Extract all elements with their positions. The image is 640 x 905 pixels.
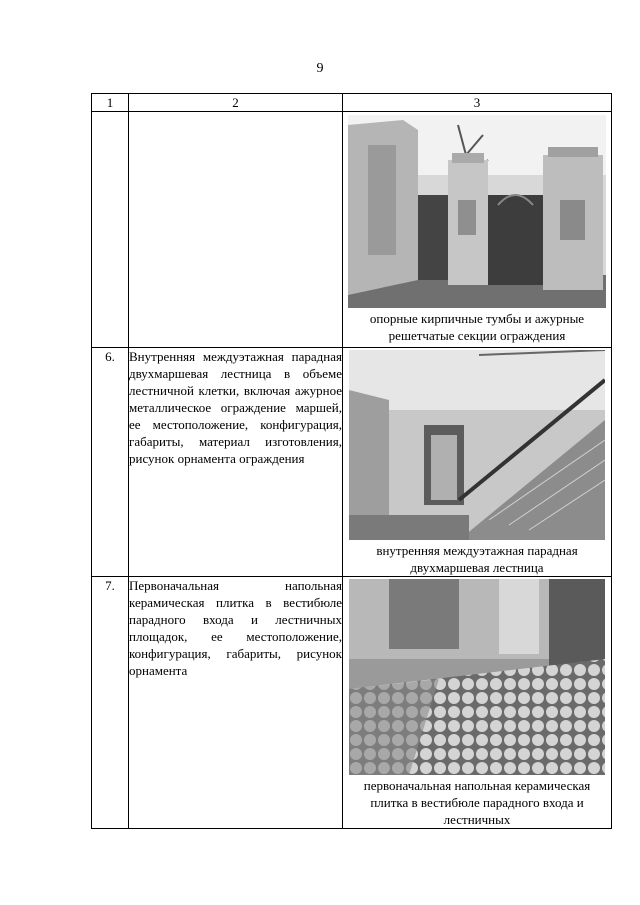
staircase-photo	[349, 350, 605, 540]
row-photo-cell	[343, 112, 612, 348]
row-description	[129, 112, 343, 348]
row-photo-cell	[343, 348, 612, 577]
row-description: Внутренняя междуэтажная парадная двухмаршевая лестница в объеме лестничной клетки, включая ажурное металлическое ограждение маршей, ее местоположение, конфигурация, габариты, материал изготовления, рисунок орнамента ограждения	[129, 348, 343, 577]
heritage-elements-table	[91, 93, 612, 829]
brick-pillars-fence-photo	[348, 115, 606, 308]
table-row	[92, 348, 612, 577]
header-col-2: 2	[129, 94, 343, 112]
row-number: 6.	[92, 348, 129, 577]
floor-tile-photo	[349, 579, 605, 775]
page-number: 9	[316, 61, 324, 76]
table-row	[92, 577, 612, 829]
header-col-3: 3	[343, 94, 612, 112]
photo-caption: первоначальная напольная керамическая плитка в вестибюле парадного входа и лестничных	[363, 778, 591, 827]
row-number: 7.	[92, 577, 129, 829]
table-row	[92, 112, 612, 348]
photo-caption: опорные кирпичные тумбы и ажурные решетчатые секции ограждения	[369, 311, 585, 343]
photo-caption: внутренняя междуэтажная парадная двухмаршевая лестница	[376, 543, 578, 575]
table-header-row	[92, 94, 612, 112]
header-col-1: 1	[92, 94, 129, 112]
row-photo-cell	[343, 577, 612, 829]
row-description: Первоначальная напольная керамическая плитка в вестибюле парадного входа и лестничных площадок, ее местоположение, конфигурация, габариты, рисунок орнамента	[129, 577, 343, 829]
row-number	[92, 112, 129, 348]
